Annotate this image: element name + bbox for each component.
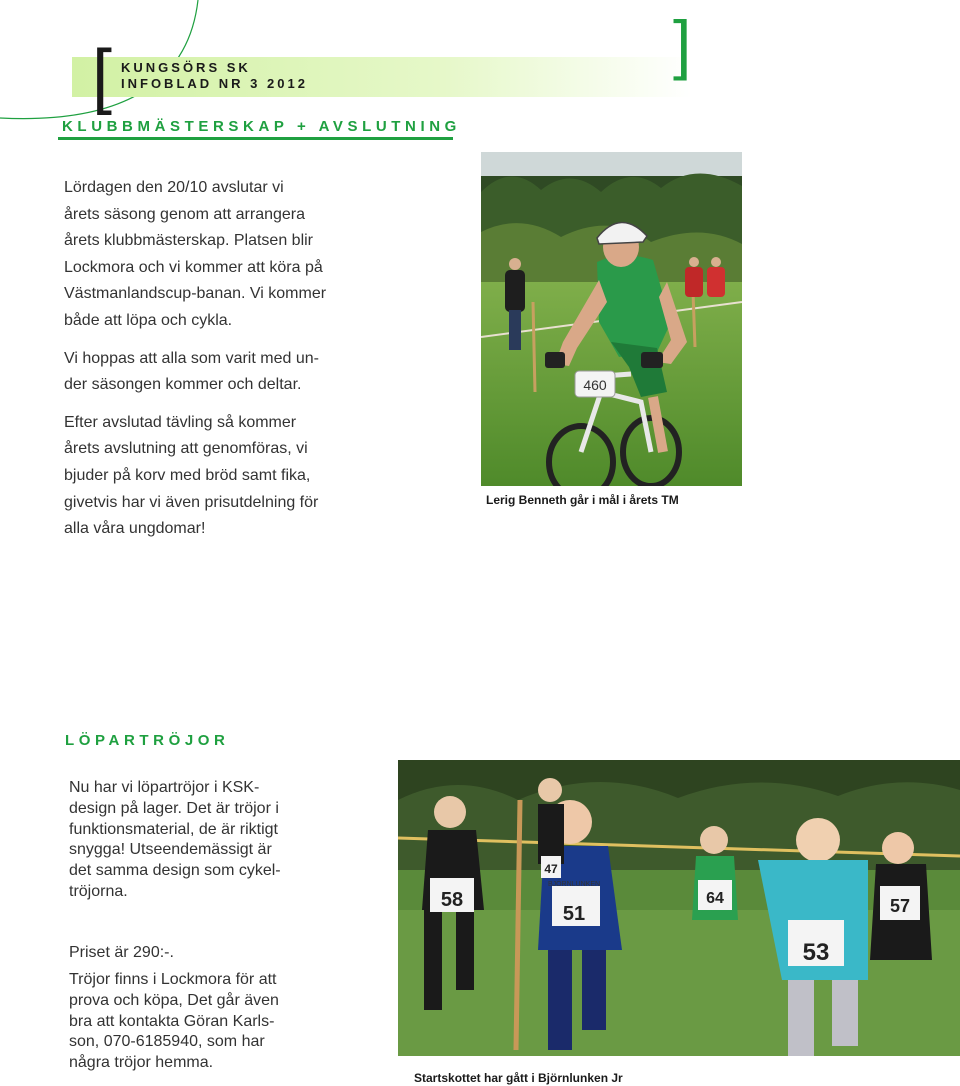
paragraph: Lördagen den 20/10 avslutar vi årets säsong genom att arrangera årets klubbmästerskap. Platsen blir Lockmora och vi kommer att köra på Västmanlandscup-banan. Vi kommer både att löpa och cykla. [64, 179, 327, 329]
article-lopartrojor-contact [69, 970, 279, 1074]
section-rule [58, 137, 453, 140]
paragraph: Tröjor finns i Lockmora för att prova och köpa, Det går även bra att kontakta Göran Karls- son, 070-6185940, som har några tröjor hemma. [69, 971, 279, 1072]
cyclist-photo [481, 152, 742, 486]
article-lopartrojor [69, 778, 281, 903]
photo-caption: Startskottet har gått i Björnlunken Jr [414, 1071, 623, 1085]
right-bracket: ] [673, 7, 692, 81]
bib-51: 51 [562, 903, 586, 925]
article-klubbmasterskap [64, 175, 326, 543]
runners-photo [398, 760, 960, 1056]
bib-64: 64 [706, 890, 724, 907]
bib-57: 57 [889, 896, 911, 916]
section-title-klubbmasterskap: KLUBBMÄSTERSKAP + AVSLUTNING [62, 118, 461, 135]
bib-number: 460 [583, 377, 607, 393]
price-text: Priset är 290:-. [69, 944, 174, 961]
paragraph: Efter avslutad tävling så kommer årets avslutning att genomföras, vi bjuder på korv med bröd samt fika, givetvis har vi även prisutdelning för alla våra ungdomar! [64, 413, 319, 538]
paragraph: Nu har vi löpartröjor i KSK- design på lager. Det är tröjor i funktionsmaterial, de är riktigt snygga! Utseendemässigt är det samma design som cykel- tröjorna. [69, 779, 281, 900]
section-title-lopartrojor: LÖPARTRÖJOR [65, 732, 230, 749]
bib-brand: BJÖRNLUNKEN [547, 881, 601, 888]
issue-label: INFOBLAD NR 3 2012 [121, 76, 308, 91]
photo-caption: Lerig Benneth går i mål i årets TM [486, 493, 679, 507]
bib-47: 47 [544, 862, 558, 876]
paragraph: Vi hoppas att alla som varit med un- der säsongen kommer och deltar. [64, 349, 319, 394]
bib-58: 58 [440, 889, 464, 911]
org-name: KUNGSÖRS SK [121, 60, 251, 75]
bib-53: 53 [802, 939, 830, 966]
newsletter-header [121, 60, 308, 92]
left-bracket: [ [92, 36, 113, 116]
